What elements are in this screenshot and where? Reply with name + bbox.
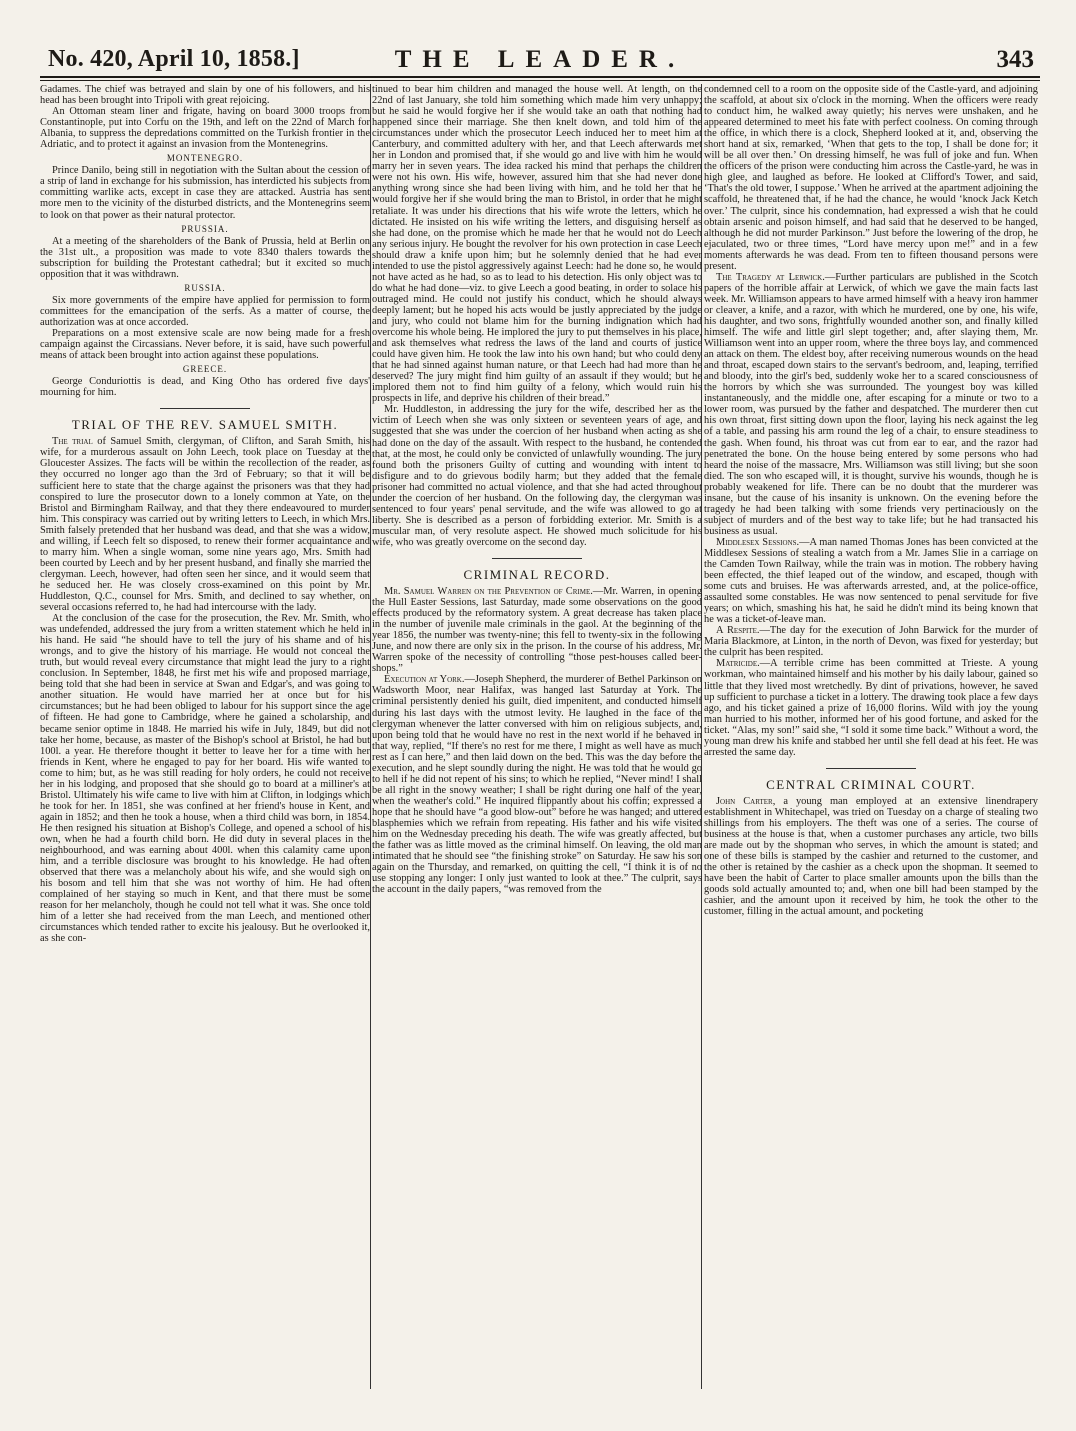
paragraph-text: —A man named Thomas Jones has been convicted at the Middlesex Sessions of stealing a watch from a Mr. James Slie in a carriage on the Camden Town Railway, while the train was in motion. The robbery having been effected, the thief leaped out of the window, and escaped, though with some cuts and bruises. He was afterwards arrested, and, at the police-office, assaulted some constables. He was now sentenced to penal servitude for five years; on which, smashing his hat, he said he didn't mind its being known that he was a ticket-of-leave man. bbox=[704, 536, 1038, 626]
paragraph: Six more governments of the empire have applied for permission to form committees for the emancipation of the serfs. As a matter of course, the authorization was at once accorded. bbox=[40, 294, 370, 328]
paragraph: Gadames. The chief was betrayed and slain by one of his followers, and his head has been brought into Tripoli with great rejoicing. bbox=[40, 84, 370, 107]
paragraph: At the conclusion of the case for the prosecution, the Rev. Mr. Smith, who was undefended, addressed the jury from a written statement which he held in his hand. He said “he should have to tell the jury of his shame and of his wrongs, and to give the history of his marriage. He would not conceal the truth, but would reveal every circumstance that might lead the jury to a right conclusion. In September, 1848, he first met his wife and proposed marriage, being told that she had been in service at Swan and Edgar's, and was going to another situation. He would have married her at once but for his circumstances; but he had been obliged to labour for his support since the age of fifteen. He had gone to Cambridge, where he gained a scholarship, and became senior optime in 1848. He married his wife in July, 1849, but did not take her home, because, as master of the Bishop's school at Bristol, he had but 100l. a year. He therefore thought it better to leave her for a time with her friends in Kent, where he engaged to pay for her board. His wife wanted to come to him; but, as he was still reading for holy orders, he could not receive her in his lodging, and proposed that she should go to board at a milliner's at Bristol. Ultimately his wife came to live with him at Clifton, in lodgings which he took for her. In 1851, she was confined at her friend's house in Kent, and again in 1852; and then he took a house, when a third child was born, in 1854. He then resigned his situation at Bishop's College, and opened a school of his own, when he had a fourth child born. He did duty in several places in the neighbourhood, and was earning about 400l. when this calamity came upon him, and a terrible disclosure was brought to his knowledge. He had often observed that there was a melancholy about his wife, and she would sigh on his bosom and tell him that she was not worthy of him. He had often complained of her staying so much in Kent, and that there must be some reason for her melancholy, though he could not tell what it was. She once told him of a letter she had received from the man Leech, and mentioned other circumstances which tended rather to excite his jealousy. But he overlooked it, as she con- bbox=[40, 613, 370, 945]
lead-in: Execution at York. bbox=[384, 674, 465, 686]
column-1 bbox=[40, 84, 370, 1404]
section-subheading: GREECE. bbox=[182, 364, 228, 375]
section-separator bbox=[160, 408, 250, 409]
paragraph-text: a young man employed at an extensive linendrapery establishment in Whitechapel, was tried on Tuesday on a charge of stealing two shillings from his employers. The theft was one of a series. The course of business at the house is that, when a customer purchases any article, two bills are made out by the shopman who serves, in which the amount is stated; and one of these bills is stamped by the cashier and returned to the customer, and the other is retained by the cashier as a check upon the shopman. It seemed to have been the habit of Carter to place smaller amounts upon the bills than the goods sold actually amounted to; and, when one bill had been stamped by the cashier, and the amount upon it received by him, he took the other to the customer, filling in the actual amount, and pocketing bbox=[704, 795, 1038, 918]
article-heading: TRIAL OF THE REV. SAMUEL SMITH. bbox=[71, 417, 339, 433]
section-subheading: MONTENEGRO. bbox=[166, 153, 244, 164]
paragraph: An Ottoman steam liner and frigate, having on board 3000 troops from Constantinople, put into Corfu on the 19th, and left on the 22nd of March for Albania, to suppress the depredations committed on the Turkish frontier in the Adriatic, and to protect it against an invasion from the Montenegrins. bbox=[40, 106, 370, 151]
lead-in: The Tragedy at Lerwick. bbox=[716, 271, 825, 283]
paragraph-text: —A terrible crime has been committed at Trieste. A young workman, who maintained himself and his mother by his daily labour, gained so little that they lived most wretchedly. By dint of privations, however, he saved up sufficient to purchase a ticket in a lottery. The drawing took place a few days ago, and his ticket gained a prize of 16,000 florins. Wild with joy the young man hurried to his mother, informed her of his good fortune, and asked for the ticket. “Alas, my son!” said she, “I sold it some time back.” Without a word, the young man drew his knife and stabbed her until she fell dead at his feet. He was arrested the same day. bbox=[704, 658, 1038, 758]
paragraph: Preparations on a most extensive scale are now being made for a fresh campaign against the Circassians. Never before, it is said, have such powerful means of attack been brought into action against these populations. bbox=[40, 327, 370, 362]
paragraph: Mr. Huddleston, in addressing the jury for the wife, described her as the victim of Leech when she was only sixteen or seventeen years of age, and suggested that she was under the coercion of her husband when acting as she had done on the day of the assault. With respect to the husband, he contended that, at the most, he could only be convicted of unlawfully wounding. The jury found both the prisoners Guilty of cutting and wounding with intent to disfigure and to do grievous bodily harm; but they added that the female prisoner had committed no actual violence, and that she had acted throughout under the coercion of her husband. On the following day, the clergyman was sentenced to four years' penal servitude, and the wife was allowed to go at liberty. She is described as a person of forbidding exterior. Mr. Smith is a muscular man, of very resolute aspect. He showed much solicitude for his wife, who was greatly overcome on the second day. bbox=[372, 404, 702, 548]
paragraph-text: of Samuel Smith, clergyman, of Clifton, and Sarah Smith, his wife, for a murderous assault on John Leech, took place on Tuesday at the Gloucester Assizes. The facts will be within the recollection of the reader, as they occurred no longer ago than the 3rd of February; so that it will be sufficient here to state that the charge against the prisoners was that they had conspired to lure the prosecutor down to a lonely common at Yate, on the Bristol and Birmingham Railway, and that they there endeavoured to murder him. This conspiracy was carried out by writing letters to Leech, in which Mrs. Smith falsely pretended that her husband was dead, and that she was a widow, and willing, if Leech felt so disposed, to renew their former acquaintance and to marry him. When a single woman, some nine years ago, Mrs. Smith had been courted by Leech and by her present husband, and finally she married the clergyman. Leech, however, had often seen her since, and it would seem that he seduced her. He was closely cross-examined on this point by Mr. Huddleston, Q.C., counsel for Mrs. Smith, and declined to say whether, on several occasions referred to, he had had intercourse with the lady. bbox=[40, 436, 370, 614]
paragraph-text: —The day for the execution of John Barwick for the murder of Maria Blackmore, at Linton, in the north of Devon, was fixed for yesterday; but the culprit has been respited. bbox=[704, 625, 1038, 659]
article-heading: CRIMINAL RECORD. bbox=[463, 566, 611, 582]
issue-date: No. 420, April 10, 1858.] bbox=[48, 46, 300, 72]
paragraph: Prince Danilo, being still in negotiation with the Sultan about the cession of a strip of land in exchange for his submission, has interdicted his subjects from committing warlike acts, except in case they are attacked. Austria has sent more men to the vicinity of the disturbed districts, and the Montenegrins seem to look on that power as their natural protector. bbox=[40, 165, 370, 221]
section-subheading: PRUSSIA. bbox=[181, 223, 229, 234]
section-separator bbox=[492, 558, 582, 559]
column-divider bbox=[370, 84, 371, 1389]
newspaper-title: THE LEADER. bbox=[394, 46, 686, 73]
lead-in: Middlesex Sessions. bbox=[716, 536, 800, 548]
lead-in: Mr. Samuel Warren on the Prevention of Crime. bbox=[384, 586, 593, 598]
lead-in: The trial bbox=[52, 436, 93, 448]
paragraph-text: —Further particulars are published in the Scotch papers of the horrible affair at Lerwick, of which we gave the main facts last week. Mr. Williamson appears to have armed himself with a heavy iron hammer or cleaver, a knife, and a razor, with which he murdered, one by one, his wife, his daughter, and two sons, frightfully wounded another son, and finally killed himself. The wife and little girl slept together; and, after slaying them, Mr. Williamson went into an upper room, where the three boys lay, and commenced an attack on them. The eldest boy, after receiving numerous wounds on the head and throat, escaped down stairs to the servant's bedroom, and, leaping, terrified and bloody, into the girl's bed, suddenly woke her to a scared consciousness of the horrors by which she was surrounded. The youngest boy was killed instantaneously, and the middle one, after escaping for a minute or two to a lower room, was pursued by the father and despatched. The murderer then cut his own throat, first sitting down upon the floor, laying his neck against the leg of a table, and passing his arm round the leg of a chair, to ensure steadiness to the gash. When found, his throat was cut from ear to ear, and the razor had penetrated the bone. On the house being entered by some persons who had heard the noise of the massacre, Mrs. Williamson was still living; but she soon died. The son who escaped will, it is thought, survive his wounds, though he is probably weakened for life. There can be no doubt that the murderer was insane, but the cause of his insanity is unknown. On the evening before the tragedy he had been talking with some friends very pertinaciously on the subject of murders and of the best way to take life; but he had transacted his business as usual. bbox=[704, 271, 1038, 537]
paragraph: At a meeting of the shareholders of the Bank of Prussia, held at Berlin on the 31st ult., a proposition was made to vote 8340 thalers towards the subscription for building the Protestant cathedral; but it excited so much opposition that it was withdrawn. bbox=[40, 235, 370, 280]
column-3 bbox=[704, 84, 1038, 1404]
lead-in: Matricide. bbox=[716, 658, 760, 670]
header-rule bbox=[40, 80, 1040, 81]
paragraph-text: —Joseph Shepherd, the murderer of Bethel Parkinson on Wadsworth Moor, near Halifax, was hanged last Saturday at York. The criminal persistently denied his guilt, died impenitent, and conducted himself during his last days with the utmost levity. He laughed in the face of the clergyman whenever the latter conversed with him on religious subjects, and, upon being told that he would have no rest in the next world if he behaved in that way, replied, “If there's no rest for me there, I might as well have as much rest as I can here,” and then laid down on the bed. This was the day before the execution, and he slept soundly during the night. He was told that he would go to hell if he did not repent of his sins; to which he replied, “Never mind! I shall be all right in the snowy weather; I shall be right during one half of the year, when the weather's cold.” He inquired flippantly about his coffin; expressed a hope that he should have “a good blow-out” before he was hanged; and uttered blasphemies which we refrain from repeating. His father and his wife visited him on the Wednesday preceding his death. The wife was greatly affected, but the father was as little moved as the criminal himself. On leaving, the old man intimated that he should see “the finishing stroke” on Saturday. He saw his son again on the Thursday, and remarked, on quitting the cell, “I think it is of no use stopping any longer: I only just wanted to look at thee.” The culprit, says the account in the daily papers, “was removed from the bbox=[372, 674, 702, 896]
paragraph-text: —Mr. Warren, in opening the Hull Easter Sessions, last Saturday, made some observations on the good effects produced by the reformatory system. A great decrease has taken place in the number of juvenile male criminals in the gaol. At the beginning of the year 1856, the number was twenty-nine; this fell to twenty-six in the following June, and now there are only six in the prison. In the course of his address, Mr. Warren spoke of the necessity of controlling “those pest-houses called beer-shops.” bbox=[372, 586, 702, 675]
section-separator bbox=[826, 768, 916, 769]
masthead bbox=[40, 42, 1040, 78]
lead-in: John Carter, bbox=[716, 795, 776, 807]
column-2 bbox=[372, 84, 702, 1404]
lead-in: A Respite. bbox=[716, 625, 760, 637]
paragraph: condemned cell to a room on the opposite side of the Castle-yard, and adjoining the scaffold, at about six o'clock in the morning. When the officers were ready to conduct him, he walked away quietly; his nerves were unshaken, and he appeared determined to meet his fate with perfect coolness. On coming through the office, in which there is a clock, Shepherd looked at it, and, observing the short hand at six, remarked, ‘When that gets to the top, I shall be done for; it will be all over then.’ On dressing himself, he was full of joke and fun. When the officers of the prison were conducting him across the Castle-yard, he was in high glee, and laughed as before. He looked at Clifford's Tower, and said, ‘That's the old tower, I suppose.’ When he arrived at the apartment adjoining the scaffold, he threatened that, if he had the chance, he would ‘knock Jack Ketch over.’ The culprit, since his condemnation, had expressed a wish that he could obtain arsenic and poison himself, and had said that he deserved to be hanged, although he did not murder Parkinson.” Just before the lowering of the drop, he ejaculated, two or three times, “Lord have mercy upon me!” and in a few moments afterwards he was dead. From ten to fifteen thousand persons were present. bbox=[704, 84, 1038, 272]
paragraph: tinued to bear him children and managed the house well. At length, on the 22nd of last January, she told him something which made him very unhappy; but he said he would forgive her if she would take an oath that nothing had happened since their marriage. She then knelt down, and told him of the circumstances under which the prosecutor Leech induced her to meet him at Canterbury, and committed adultery with her, and that Leech afterwards met her in London and promised that, if she would go and live with him he would marry her in seven years. The idea racked his mind that perhaps the children were not his own. His wife, however, assured him that she had never done anything wrong since she had been living with him, and he told her that he would forgive her if she would bring the man to Bristol, in order that he might retaliate. It was under his directions that his wife wrote the letters, which he dictated. He insisted on his wife writing the letters, and disguising herself as she had done, on the promise which he made her that he would not do Leech any serious injury. He bought the revolver for his own protection in case Leech should draw a knife upon him; but he solemnly denied that he had ever intended to use the pistol aggressively against Leech: had he done so, he would not have acted as he had, so as to lead to his detection. His only object was to do what he had done—viz. to give Leech a good beating, in order to solace his outraged mind. He could not justify his conduct, which he should always deeply lament; but he hoped his acts would be justly appreciated by the judge and jury, who could not blame him for the burning indignation which had overcome his whole being. He implored the jury to put themselves in his place, and ask themselves what redress the laws of the land and courts of justice could have given him. He took the law into his own hand; but who could deny that he had sinned against human nature, or that Leech had had more than he deserved? The jury might find him guilty of an assault if they would; but he implored them not to find him guilty of a felony, which would ruin his prospects in life, and deprive his children of their bread.” bbox=[372, 84, 702, 405]
paragraph: George Conduriottis is dead, and King Otho has ordered five days' mourning for him. bbox=[40, 376, 370, 399]
article-heading: CENTRAL CRIMINAL COURT. bbox=[766, 776, 976, 792]
section-subheading: RUSSIA. bbox=[184, 282, 226, 293]
page-number: 343 bbox=[996, 46, 1034, 73]
